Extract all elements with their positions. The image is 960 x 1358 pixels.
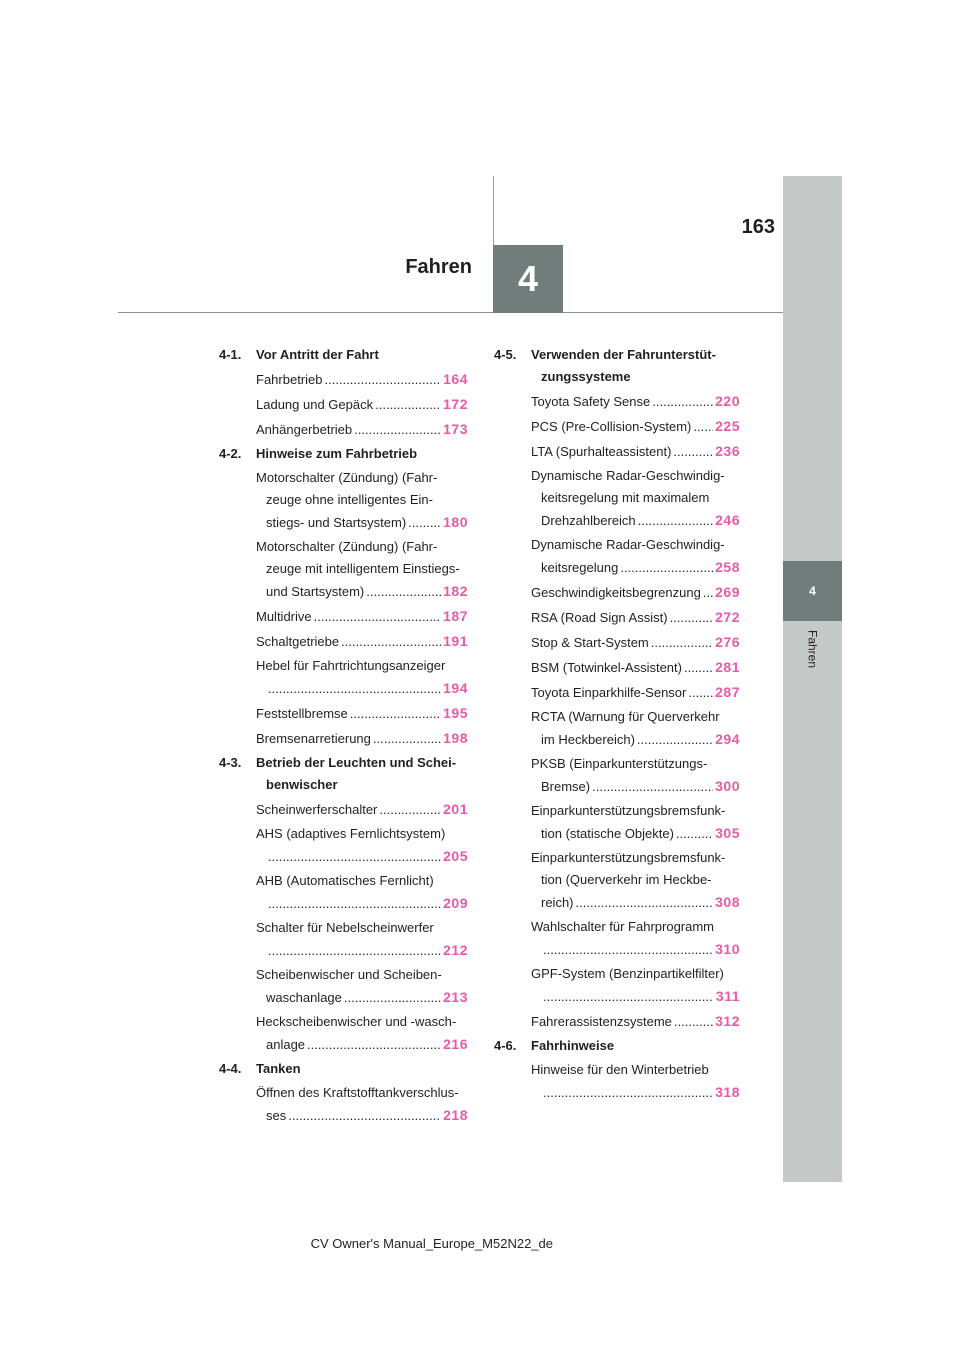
leader-dots [375,394,441,416]
leader-dots [324,369,441,391]
toc-page-link[interactable]: 205 [443,848,468,864]
toc-entry-leader-row [256,580,468,603]
section-title [256,752,468,796]
toc-section-heading [494,1035,740,1057]
toc-page-link[interactable]: 294 [715,731,740,747]
toc-page-link[interactable]: 308 [715,894,740,910]
leader-dots [373,728,441,750]
leader-dots [344,987,441,1009]
toc-entry[interactable] [531,606,740,629]
toc-section-heading [219,344,468,366]
toc-left-column [219,344,468,1129]
toc-entry-text: Bremsenarretierung [256,731,371,746]
section-title-line: Verwenden der Fahrunterstüt- [531,347,716,362]
section-title-line: Tanken [256,1061,301,1076]
toc-entry[interactable] [256,536,468,603]
toc-entry-text: Dynamische Radar-Geschwindig- [531,468,725,483]
toc-entry-text: keitsregelung mit maximalem [541,490,710,505]
toc-entry[interactable] [531,390,740,413]
toc-section-heading [494,344,740,388]
toc-entry-text: Motorschalter (Zündung) (Fahr- [256,539,438,554]
toc-entry[interactable] [531,440,740,463]
toc-page-link[interactable]: 300 [715,778,740,794]
toc-page-link[interactable]: 218 [443,1107,468,1123]
leader-dots [651,632,713,654]
toc-entry-leader-row [531,985,740,1008]
toc-entry-text: Einparkunterstützungsbremsfunk- [531,803,726,818]
leader-dots [652,391,713,413]
toc-entry-leader-row [531,822,740,845]
toc-entry-text: Toyota Safety Sense [531,394,651,409]
toc-entry[interactable] [256,368,468,391]
toc-page-link[interactable]: 209 [443,895,468,911]
toc-entry-leader-row [531,1081,740,1104]
toc-entry-text: waschanlage [266,990,342,1005]
header-divider-horizontal [118,312,783,313]
toc-entry-leader-row [256,1104,468,1127]
leader-dots [307,1034,441,1056]
section-title-line: Fahrhinweise [531,1038,615,1053]
toc-page-link[interactable]: 187 [443,608,468,624]
toc-entry[interactable] [531,1059,740,1104]
toc-entry[interactable] [256,630,468,653]
toc-entry[interactable] [531,415,740,438]
section-title-line: Hinweise zum Fahrbetrieb [256,446,418,461]
toc-entry-text: GPF-System (Benzinpartikelfilter) [531,966,724,981]
leader-dots [379,799,441,821]
toc-entry-leader-row [531,891,740,914]
toc-entry-leader-row [256,605,468,628]
toc-entry-leader-row [531,631,740,654]
toc-page-link[interactable]: 201 [443,801,468,817]
toc-entry-leader-row [531,938,740,961]
section-title-line: benwischer [266,777,338,792]
toc-page-link[interactable]: 194 [443,680,468,696]
chapter-number-box: 4 [493,245,563,313]
toc-page-link[interactable]: 281 [715,659,740,675]
toc-entry-leader-row [531,1010,740,1033]
leader-dots [684,657,713,679]
section-title [256,1058,468,1080]
leader-dots [688,682,713,704]
toc-page-link[interactable]: 198 [443,730,468,746]
toc-entry-text: RCTA (Warnung für Querverkehr [531,709,720,724]
section-number: 4-4. [219,1061,242,1076]
toc-entry-text: Wahlschalter für Fahrprogramm [531,919,715,934]
toc-entry[interactable] [256,702,468,725]
side-tab-number: 4 [809,584,816,598]
toc-entry-text: Schaltgetriebe [256,634,340,649]
leader-dots [543,986,714,1008]
toc-entry-text: ses [266,1108,287,1123]
leader-dots [670,607,714,629]
toc-section-heading [219,752,468,796]
toc-entry-text: Fahrerassistenzsysteme [531,1014,672,1029]
toc-entry[interactable] [531,534,740,579]
toc-entry-leader-row [256,727,468,750]
toc-entry-text: LTA (Spurhalteassistent) [531,444,672,459]
toc-entry-text: PKSB (Einparkunterstützungs- [531,756,708,771]
toc-page-link[interactable]: 216 [443,1036,468,1052]
toc-entry[interactable] [531,847,740,914]
toc-entry[interactable] [256,870,468,915]
toc-entry[interactable] [531,465,740,532]
chapter-side-tab[interactable] [783,561,842,621]
section-number: 4-2. [219,446,242,461]
leader-dots [408,512,441,534]
toc-entry-text: Hebel für Fahrtrichtungsanzeiger [256,658,446,673]
toc-entry-text: Ladung und Gepäck [256,397,374,412]
leader-dots [354,419,441,441]
toc-entry-text: Scheinwerferschalter [256,802,378,817]
toc-entry[interactable] [256,1011,468,1056]
toc-page-link[interactable]: 305 [715,825,740,841]
toc-page-link[interactable]: 310 [715,941,740,957]
toc-entry-text: Motorschalter (Zündung) (Fahr- [256,470,438,485]
toc-entry-text: RSA (Road Sign Assist) [531,610,668,625]
toc-entry[interactable] [256,467,468,534]
toc-page-link[interactable]: 318 [715,1084,740,1100]
toc-entry-leader-row [256,393,468,416]
leader-dots [637,729,713,751]
leader-dots [288,1105,441,1127]
toc-entry-text: BSM (Totwinkel-Assistent) [531,660,682,675]
toc-entry[interactable] [531,681,740,704]
toc-entry-leader-row [531,415,740,438]
side-tab-label: Fahren [805,630,820,669]
leader-dots [592,776,713,798]
toc-entry-leader-row [256,798,468,821]
chapter-title: Fahren [405,256,472,278]
toc-entry-text: Bremse) [541,779,591,794]
section-title-line: Betrieb der Leuchten und Schei- [256,755,457,770]
page-number: 163 [741,216,775,238]
toc-page-link[interactable]: 246 [715,512,740,528]
toc-page-link[interactable]: 172 [443,396,468,412]
leader-dots [350,703,441,725]
section-title [256,344,468,366]
toc-entry-leader-row [531,728,740,751]
toc-entry-leader-row [531,390,740,413]
toc-section-heading [219,1058,468,1080]
toc-entry-leader-row [531,606,740,629]
toc-entry-text: zeuge mit intelligentem Einstiegs- [266,561,460,576]
toc-entry-text: stiegs- und Startsystem) [266,515,407,530]
leader-dots [268,940,441,962]
section-number: 4-3. [219,755,242,770]
toc-entry-leader-row [531,581,740,604]
toc-entry-text: im Heckbereich) [541,732,635,747]
toc-entry-text: zeuge ohne intelligentes Ein- [266,492,433,507]
toc-entry-text: Einparkunterstützungsbremsfunk- [531,850,726,865]
toc-entry-leader-row [531,681,740,704]
toc-entry-leader-row [531,656,740,679]
leader-dots [693,416,713,438]
toc-entry-leader-row [256,939,468,962]
toc-page-link[interactable]: 236 [715,443,740,459]
toc-entry-text: Öffnen des Kraftstofftankverschlus- [256,1085,459,1100]
toc-page-link[interactable]: 182 [443,583,468,599]
toc-section-heading [219,443,468,465]
toc-entry-text: Heckscheibenwischer und -wasch- [256,1014,457,1029]
toc-page-link[interactable]: 173 [443,421,468,437]
toc-entry[interactable] [256,823,468,868]
toc-entry-leader-row [256,630,468,653]
toc-page-link[interactable]: 276 [715,634,740,650]
toc-entry-leader-row [256,418,468,441]
header-divider-vertical [493,176,494,246]
toc-page-link[interactable]: 272 [715,609,740,625]
toc-entry-leader-row [256,1033,468,1056]
toc-entry-leader-row [256,368,468,391]
leader-dots [676,823,713,845]
leader-dots [268,893,441,915]
toc-page-link[interactable]: 164 [443,371,468,387]
toc-entry-text: anlage [266,1037,306,1052]
toc-entry-text: Schalter für Nebelscheinwerfer [256,920,434,935]
toc-entry[interactable] [531,1010,740,1033]
section-title-line: Vor Antritt der Fahrt [256,347,379,362]
toc-page-link[interactable]: 311 [715,988,740,1004]
leader-dots [703,582,713,604]
toc-entry-text: Toyota Einparkhilfe-Sensor [531,685,687,700]
toc-entry-leader-row [256,845,468,868]
section-number: 4-1. [219,347,242,362]
toc-entry-text: Feststellbremse [256,706,348,721]
toc-page-link[interactable]: 220 [715,393,740,409]
toc-entry-text: PCS (Pre-Collision-System) [531,419,692,434]
section-title [256,443,468,465]
toc-entry[interactable] [256,964,468,1009]
toc-entry-text: Drehzahlbereich [541,513,636,528]
toc-entry-leader-row [531,556,740,579]
section-title [531,1035,740,1057]
toc-page-link[interactable]: 225 [715,418,740,434]
section-number: 4-5. [494,347,517,362]
toc-page-link[interactable]: 191 [443,633,468,649]
toc-entry-text: und Startsystem) [266,584,365,599]
toc-page-link[interactable]: 212 [443,942,468,958]
toc-page-link[interactable]: 312 [715,1013,740,1029]
toc-entry[interactable] [256,418,468,441]
toc-entry-leader-row [256,892,468,915]
toc-entry-text: reich) [541,895,574,910]
leader-dots [638,510,713,532]
toc-entry-leader-row [531,509,740,532]
toc-entry-text: keitsregelung [541,560,619,575]
toc-entry-text: Geschwindigkeitsbegrenzung [531,585,701,600]
toc-entry-text: Anhängerbetrieb [256,422,353,437]
toc-entry[interactable] [531,631,740,654]
toc-entry[interactable] [531,916,740,961]
toc-entry-text: AHS (adaptives Fernlichtsystem) [256,826,446,841]
toc-entry[interactable] [531,706,740,751]
leader-dots [674,1011,713,1033]
toc-entry-leader-row [256,677,468,700]
toc-entry-text: tion (Querverkehr im Heckbe- [541,872,712,887]
toc-entry-text: tion (statische Objekte) [541,826,674,841]
toc-page-link[interactable]: 258 [715,559,740,575]
toc-entry-text: AHB (Automatisches Fernlicht) [256,873,434,888]
toc-page-link[interactable]: 269 [715,584,740,600]
toc-entry[interactable] [256,917,468,962]
toc-entry[interactable] [531,753,740,798]
section-title [531,344,740,388]
toc-entry-text: Scheibenwischer und Scheiben- [256,967,442,982]
toc-entry[interactable] [256,1082,468,1127]
toc-entry-leader-row [256,511,468,534]
footer-doc-id: CV Owner's Manual_Europe_M52N22_de [310,1236,553,1251]
toc-entry-leader-row [531,775,740,798]
leader-dots [366,581,441,603]
toc-entry-leader-row [531,440,740,463]
leader-dots [314,606,442,628]
toc-entry-text: Multidrive [256,609,312,624]
toc-entry[interactable] [256,727,468,750]
leader-dots [543,1082,713,1104]
toc-entry-text: Dynamische Radar-Geschwindig- [531,537,725,552]
leader-dots [673,441,713,463]
toc-entry-leader-row [256,986,468,1009]
toc-page-link[interactable]: 195 [443,705,468,721]
toc-entry[interactable] [531,656,740,679]
section-number: 4-6. [494,1038,517,1053]
toc-entry[interactable] [531,800,740,845]
leader-dots [576,892,714,914]
toc-page-link[interactable]: 287 [715,684,740,700]
leader-dots [620,557,713,579]
leader-dots [268,678,441,700]
toc-entry-text: Stop & Start-System [531,635,649,650]
toc-right-column [494,344,740,1106]
toc-entry[interactable] [531,963,740,1008]
toc-page-link[interactable]: 213 [443,989,468,1005]
toc-entry[interactable] [531,581,740,604]
toc-entry-text: Hinweise für den Winterbetrieb [531,1062,709,1077]
toc-entry[interactable] [256,605,468,628]
leader-dots [543,939,713,961]
toc-page-link[interactable]: 180 [443,514,468,530]
toc-entry-leader-row [256,702,468,725]
section-title-line: zungssysteme [541,369,631,384]
toc-entry[interactable] [256,798,468,821]
toc-entry[interactable] [256,655,468,700]
toc-entry-text: Fahrbetrieb [256,372,323,387]
toc-entry[interactable] [256,393,468,416]
leader-dots [268,846,441,868]
leader-dots [341,631,441,653]
